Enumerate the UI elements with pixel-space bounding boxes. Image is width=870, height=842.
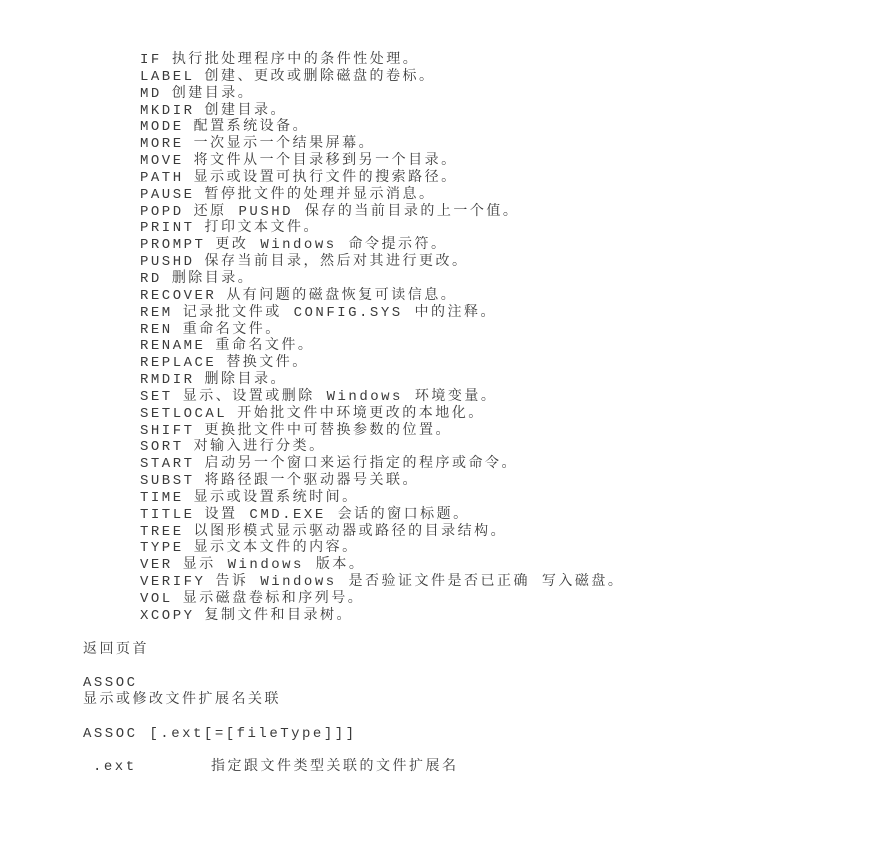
command-description: 删除目录。 [204,372,288,389]
command-line [140,423,860,440]
command-name: MD [140,85,162,102]
command-line [140,507,860,524]
command-name: TITLE [140,506,195,523]
command-line [140,406,860,423]
command-name: START [140,456,195,473]
command-description: 替换文件。 [226,355,309,372]
command-line [140,591,860,608]
command-description: 启动另一个窗口来运行指定的程序或命令。 [204,456,519,473]
command-name: MKDIR [140,102,195,119]
command-line [140,153,860,170]
command-description: 从有问题的磁盘恢复可读信息。 [226,287,458,304]
blank-line [83,743,860,760]
command-description: 显示文本文件的内容。 [193,540,359,557]
command-line [140,574,860,591]
command-line [140,524,860,541]
command-line [140,237,860,254]
command-line [140,103,860,120]
assoc-syntax: ASSOC [.ext[=[fileType]]] [83,725,357,742]
command-name: SET [140,388,173,405]
command-description: 将文件从一个目录移到另一个目录。 [193,153,458,170]
command-description: 对输入进行分类。 [193,439,326,456]
command-description: 重命名文件。 [215,338,315,355]
command-line [140,557,860,574]
blank-line [83,625,860,642]
command-name: MOVE [140,153,184,170]
command-description: 重命名文件。 [182,321,282,338]
command-description: 更换批文件中可替换参数的位置。 [204,422,453,439]
command-line [140,355,860,372]
command-line [140,69,860,86]
command-line [140,322,860,339]
command-name: SHIFT [140,422,195,439]
command-description: 显示、设置或删除 Windows 环境变量。 [182,388,498,405]
command-description: 记录批文件或 CONFIG.SYS 中的注释。 [182,304,498,321]
blank-line [83,658,860,675]
command-line [140,119,860,136]
command-description: 还原 PUSHD 保存的当前目录的上一个值。 [193,203,520,220]
command-line [140,372,860,389]
command-name: PAUSE [140,186,195,203]
command-line [140,220,860,237]
document-content [83,52,860,776]
command-line [140,271,860,288]
command-name: PATH [140,169,184,186]
command-description: 配置系统设备。 [193,119,310,136]
command-line [140,473,860,490]
command-line [140,338,860,355]
command-name: RENAME [140,338,206,355]
command-name: MODE [140,119,184,136]
command-description: 将路径跟一个驱动器号关联。 [204,473,420,490]
command-description: 开始批文件中环境更改的本地化。 [237,405,485,422]
command-line [140,540,860,557]
command-description: 显示磁盘卷标和序列号。 [182,591,365,607]
command-line [140,187,860,204]
command-description: 创建、更改或删除磁盘的卷标。 [204,68,436,85]
command-line [140,389,860,406]
command-name: REN [140,321,173,338]
command-line [140,86,860,103]
command-line [140,204,860,221]
command-description: 更改 Windows 命令提示符。 [215,237,448,254]
assoc-title: ASSOC [83,675,138,692]
command-name: VER [140,557,173,574]
command-name: SETLOCAL [140,405,228,422]
command-name: TREE [140,523,184,540]
command-line [140,136,860,153]
command-description: 复制文件和目录树。 [204,607,354,624]
command-name: IF [140,52,162,68]
command-line [140,608,860,625]
command-name: POPD [140,203,184,220]
assoc-subtitle: 显示或修改文件扩展名关联 [83,692,281,709]
command-name: SUBST [140,473,195,490]
command-name: TIME [140,489,184,506]
command-list [140,52,860,625]
command-name: XCOPY [140,607,195,624]
command-description: 显示或设置可执行文件的搜索路径。 [193,169,458,186]
command-description: 暂停批文件的处理并显示消息。 [204,186,436,203]
assoc-param-line [83,759,860,776]
command-name: MORE [140,136,184,153]
command-name: PROMPT [140,237,206,254]
command-name: SORT [140,439,184,456]
command-line [140,305,860,322]
command-name: VOL [140,591,173,607]
command-name: LABEL [140,68,195,85]
command-description: 执行批处理程序中的条件性处理。 [171,52,420,68]
command-description: 创建目录。 [171,85,255,102]
command-name: RD [140,270,162,287]
blank-line [83,709,860,726]
command-line [140,254,860,271]
command-description: 删除目录。 [171,270,255,287]
command-name: REPLACE [140,355,217,372]
command-description: 显示或设置系统时间。 [193,489,359,506]
command-description: 一次显示一个结果屏幕。 [193,136,376,153]
assoc-param-desc: 指定跟文件类型关联的文件扩展名 [211,759,459,776]
assoc-param-name: .ext [93,759,137,776]
command-description: 保存当前目录，然后对其进行更改。 [204,254,469,271]
command-line [140,52,860,69]
command-line [140,288,860,305]
command-name: RMDIR [140,372,195,389]
back-to-top-link[interactable]: 返回页首 [83,641,149,658]
command-name: TYPE [140,540,184,557]
command-description: 设置 CMD.EXE 会话的窗口标题。 [204,506,470,523]
command-name: RECOVER [140,287,217,304]
command-description: 显示 Windows 版本。 [182,557,366,574]
command-name: VERIFY [140,574,206,591]
command-name: PRINT [140,220,195,237]
command-line [140,439,860,456]
command-line [140,456,860,473]
command-description: 以图形模式显示驱动器或路径的目录结构。 [193,523,508,540]
command-description: 创建目录。 [204,102,288,119]
command-line [140,170,860,187]
command-name: PUSHD [140,254,195,271]
command-description: 告诉 Windows 是否验证文件是否已正确 写入磁盘。 [215,574,625,591]
command-description: 打印文本文件。 [204,220,321,237]
command-name: REM [140,304,173,321]
command-line [140,490,860,507]
